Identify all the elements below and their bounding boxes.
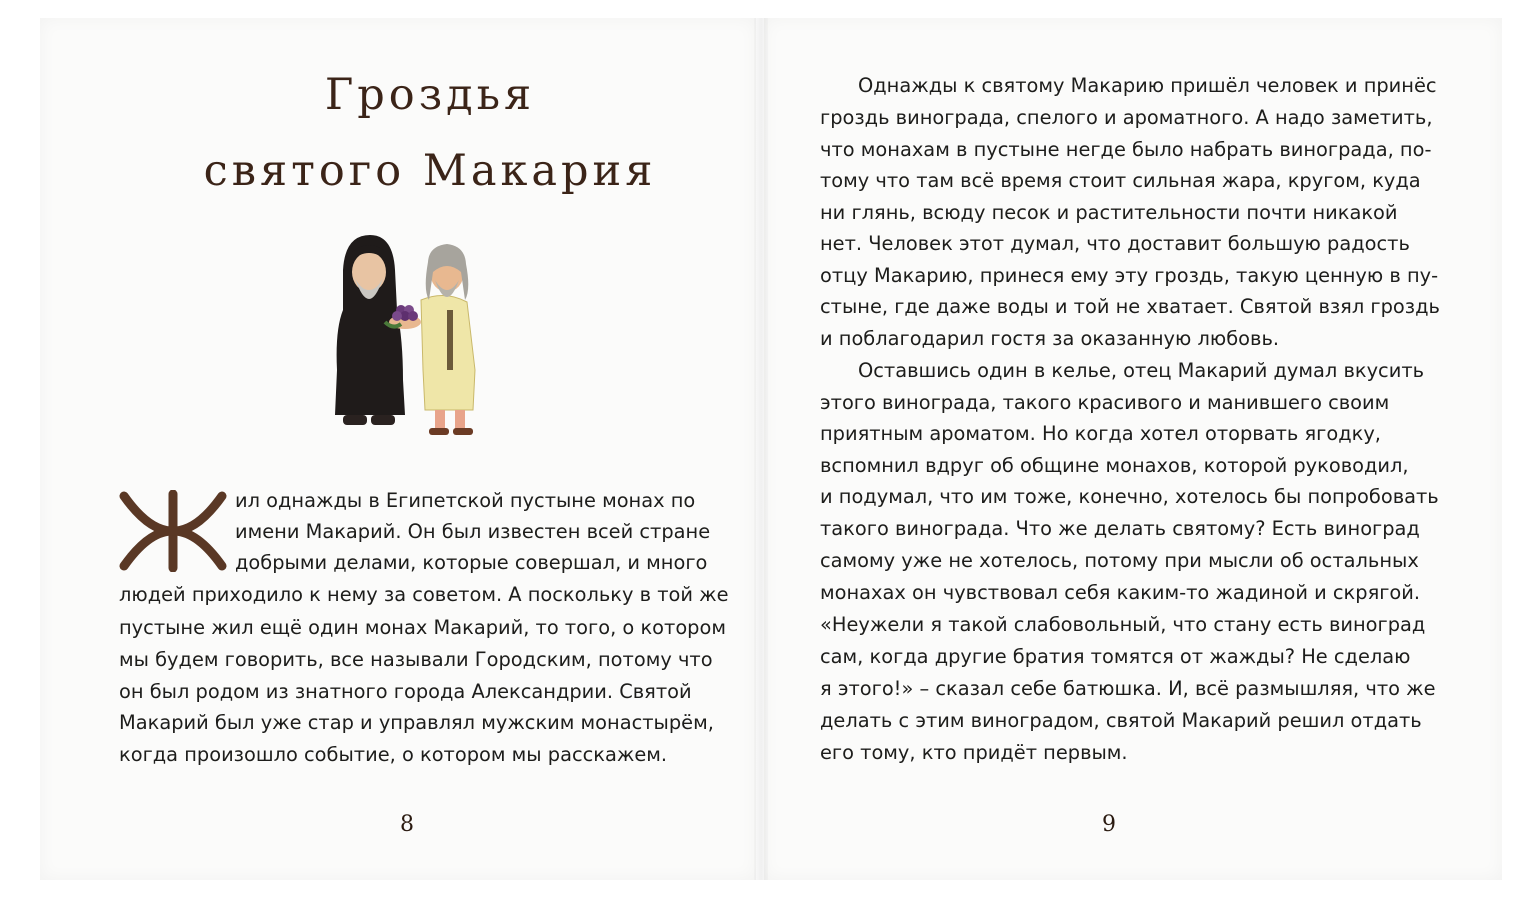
right-text-line: что монахам в пустыне негде было набрать винограда, по- <box>820 138 1432 161</box>
left-text-line: добрыми делами, которые совершал, и много <box>235 551 708 574</box>
right-text-line: гроздь винограда, спелого и ароматного. А надо заметить, <box>820 106 1433 129</box>
right-text-line: я этого!» – сказал себе батюшка. И, всё размышляя, что же <box>820 677 1436 700</box>
right-text-line: отцу Макарию, принеся ему эту гроздь, такую ценную в пу- <box>820 264 1439 287</box>
chapter-title-line2: святого Макария <box>203 146 657 196</box>
right-text-line: ни глянь, всюду песок и растительности почти никакой <box>820 201 1398 224</box>
right-text-line: сам, когда другие братия томятся от жажды? Не сделаю <box>820 645 1411 668</box>
right-text-line: приятным ароматом. Но когда хотел оторвать ягодку, <box>820 422 1381 445</box>
page-number-right: 9 <box>1102 812 1116 837</box>
right-text-line: Однажды к святому Макарию пришёл человек и принёс <box>858 74 1437 97</box>
page-number-left: 8 <box>400 812 414 837</box>
right-text-line: самому уже не хотелось, потому при мысли об остальных <box>820 549 1419 572</box>
book-gutter <box>754 18 768 880</box>
right-text-line: делать с этим виноградом, святой Макарий решил отдать <box>820 709 1422 732</box>
right-text-line: стыне, где даже воды и той не хватает. Святой взял гроздь <box>820 295 1440 318</box>
right-text-line: Оставшись один в келье, отец Макарий думал вкусить <box>858 359 1425 382</box>
right-text-line: нет. Человек этот думал, что доставит большую радость <box>820 232 1410 255</box>
right-text-line: монахах он чувствовал себя каким-то жадиной и скрягой. <box>820 581 1421 604</box>
right-text-line: вспомнил вдруг об общине монахов, которой руководил, <box>820 454 1409 477</box>
left-text-line: ил однажды в Египетской пустыне монах по <box>235 489 696 512</box>
monk-and-pilgrim-with-grapes-icon <box>325 230 485 460</box>
right-text-line: этого винограда, такого красивого и манившего своим <box>820 391 1390 414</box>
chapter-title-line1: Гроздья <box>324 70 536 120</box>
right-text-line: и подумал, что им тоже, конечно, хотелось бы попробовать <box>820 485 1439 508</box>
left-text-line: когда произошло событие, о котором мы расскажем. <box>119 743 668 766</box>
left-text-line: он был родом из знатного города Александрии. Святой <box>119 680 692 703</box>
right-text-line: «Неужели я такой слабовольный, что стану есть виноград <box>820 613 1426 636</box>
right-text-line: такого винограда. Что же делать святому? Есть виноград <box>820 517 1420 540</box>
svg-text:Ж: Ж <box>118 490 120 491</box>
right-text-line: тому что там всё время стоит сильная жара, кругом, куда <box>820 169 1421 192</box>
left-text-line: Макарий был уже стар и управлял мужским монастырём, <box>119 711 714 734</box>
left-text-line: пустыне жил ещё один монах Макарий, то того, о котором <box>119 616 726 639</box>
right-text-line: его тому, кто придёт первым. <box>820 741 1128 764</box>
dropcap-letter <box>118 490 228 572</box>
left-text-line: людей приходило к нему за советом. А поскольку в той же <box>119 583 729 606</box>
left-text-line: мы будем говорить, все называли Городским, потому что <box>119 648 713 671</box>
right-text-line: и поблагодарил гостя за оказанную любовь. <box>820 327 1280 350</box>
left-text-line: имени Макарий. Он был известен всей стране <box>235 520 711 543</box>
